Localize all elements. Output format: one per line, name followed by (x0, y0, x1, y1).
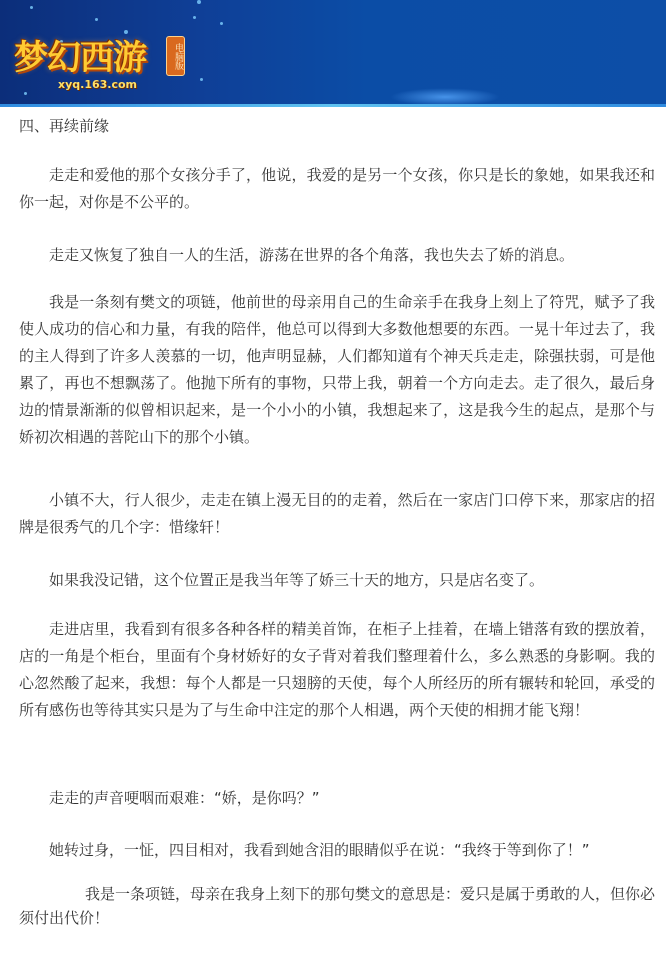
game-logo[interactable] (14, 26, 194, 92)
logo-title: 梦幻西游 (14, 38, 146, 78)
star-decoration (220, 22, 223, 25)
paragraph: 走走又恢复了独自一人的生活，游荡在世界的各个角落，我也失去了娇的消息。 (49, 246, 575, 264)
paragraph: 我是一条刻有樊文的项链，他前世的母亲用自己的生命亲手在我身上刻上了符咒，赋予了我使人成功的信心和力量，有我的陪伴，他总可以得到大多数他想要的东西。一晃十年过去了，我的主人得到了许多人羡慕的一切，他声明显赫，人们都知道有个神天兵走走，除强扶弱，可是他累了，再也不想飘荡了。他抛下所有的事物，只带上我，朝着一个方向走去。走了很久，最后身边的情景渐渐的似曾相识起来，是一个小小的小镇，我想起来了，这是我今生的起点，是那个与娇初次相遇的菩陀山下的那个小镇。 (19, 293, 655, 446)
star-decoration (24, 92, 27, 95)
star-decoration (95, 18, 98, 21)
star-decoration (200, 78, 203, 81)
header-banner (0, 0, 666, 107)
logo-url: xyq.163.com (58, 78, 137, 91)
paragraph: 走进店里，我看到有很多各种各样的精美首饰，在柜子上挂着，在墙上错落有致的摆放着，店的一角是个柜台，里面有个身材娇好的女子背对着我们整理着什么，多么熟悉的身影啊。我的心忽然酸了起来，我想：每个人都是一只翅膀的天使，每个人所经历的所有辗转和轮回，承受的所有感伤也等待其实只是为了与生命中注定的那个人相遇，两个天使的相拥才能飞翔！ (19, 620, 655, 719)
star-decoration (197, 0, 201, 4)
paragraph: 她转过身，一怔，四目相对，我看到她含泪的眼睛似乎在说：“我终于等到你了！” (49, 841, 590, 859)
star-decoration (30, 6, 33, 9)
section-heading: 四、再续前缘 (19, 117, 110, 135)
logo-badge: 电脑版 (166, 36, 185, 76)
banner-divider (0, 104, 666, 107)
paragraph: 小镇不大，行人很少，走走在镇上漫无目的的走着，然后在一家店门口停下来，那家店的招牌是很秀气的几个字：惜缘轩！ (19, 491, 655, 536)
paragraph: 如果我没记错，这个位置正是我当年等了娇三十天的地方，只是店名变了。 (49, 571, 545, 589)
paragraph: 走走和爱他的那个女孩分手了，他说，我爱的是另一个女孩，你只是长的象她，如果我还和你一起，对你是不公平的。 (19, 166, 655, 211)
star-decoration (193, 16, 196, 19)
paragraph: 我是一条项链，母亲在我身上刻下的那句樊文的意思是：爱只是属于勇敢的人，但你必须付出代价！ (19, 885, 656, 927)
paragraph: 走走的声音哽咽而艰难：“娇，是你吗？” (49, 789, 320, 807)
